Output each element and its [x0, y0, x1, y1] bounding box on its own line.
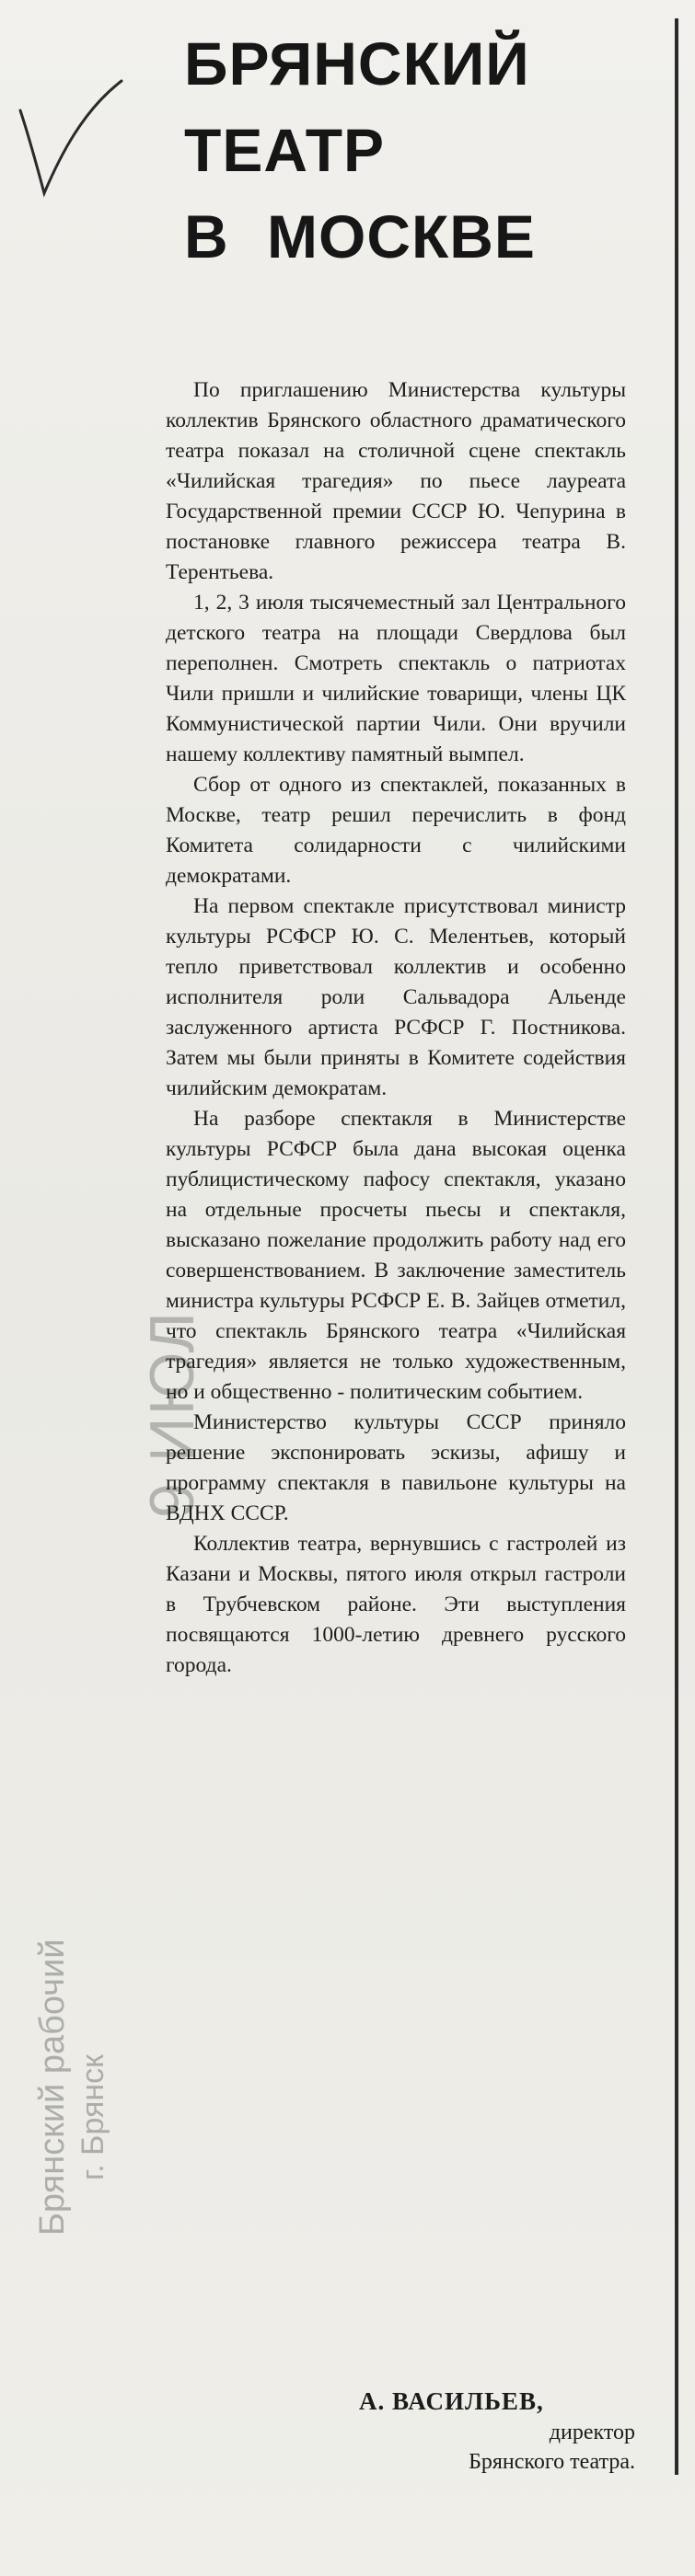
date-stamp: 9 ИЮЛ — [137, 1310, 207, 1518]
article-paragraph: 1, 2, 3 июля тысячеместный зал Центрального детского театра на площади Свердлова был переполнен. Смотреть спектакль о патриотах Чили пришли и чилийские товарищи, члены ЦК Коммунистической партии Чили. Они вручили нашему коллективу памятный вымпел. — [166, 591, 626, 766]
signature-block — [331, 2385, 635, 2477]
article-body — [166, 375, 626, 1681]
headline-line: ТЕАТР — [184, 116, 386, 184]
article-paragraph: Министерство культуры СССР приняло решение экспонировать эскизы, афишу и программу спектакля в павильоне культуры на ВДНХ СССР. — [166, 1410, 626, 1525]
checkmark-icon — [9, 74, 129, 212]
headline-line: В МОСКВЕ — [184, 202, 536, 270]
author-role: директор — [549, 2421, 635, 2444]
article-paragraph: На разборе спектакля в Министерстве культуры РСФСР была дана высокая оценка публицистическому пафосу спектакля, указано на отдельные просчеты пьесы и спектакля, высказано пожелание продолжить работу над его совершенствованием. В заключение заместитель министра культуры РСФСР Е. В. Зайцев отметил, что спектакль Брянского театра «Чилийская трагедия» является не только художественным, но и общественно - политическим событием. — [166, 1107, 626, 1404]
article-paragraph: По приглашению Министерства культуры коллектив Брянского областного драматического театра показал на столичной сцене спектакль «Чилийская трагедия» по пьесе лауреата Государственной премии СССР Ю. Чепурина в постановке главного режиссера театра В. Терентьева. — [166, 378, 626, 584]
newspaper-stamp: Брянский рабочий — [33, 1938, 72, 2236]
column-rule — [675, 18, 678, 2475]
headline — [184, 20, 663, 280]
article-paragraph: Коллектив театра, вернувшись с гастролей из Казани и Москвы, пятого июля открыл гастроли в Трубчевском районе. Эти выступления посвящаются 1000-летию древнего русского города. — [166, 1532, 626, 1677]
author-name: А. ВАСИЛЬЕВ, — [359, 2387, 544, 2415]
article-paragraph: Сбор от одного из спектаклей, показанных в Москве, театр решил перечислить в фонд Комитета солидарности с чилийскими демократами. — [166, 773, 626, 888]
author-organization: Брянского театра. — [469, 2450, 635, 2474]
headline-line: БРЯНСКИЙ — [184, 29, 530, 98]
article-paragraph: На первом спектакле присутствовал министр культуры РСФСР Ю. С. Мелентьев, который тепло приветствовал коллектив и особенно исполнителя роли Сальвадора Альенде заслуженного артиста РСФСР Г. Постникова. Затем мы были приняты в Комитете содействия чилийским демократам. — [166, 894, 626, 1100]
city-stamp: г. Брянск — [75, 2053, 110, 2180]
